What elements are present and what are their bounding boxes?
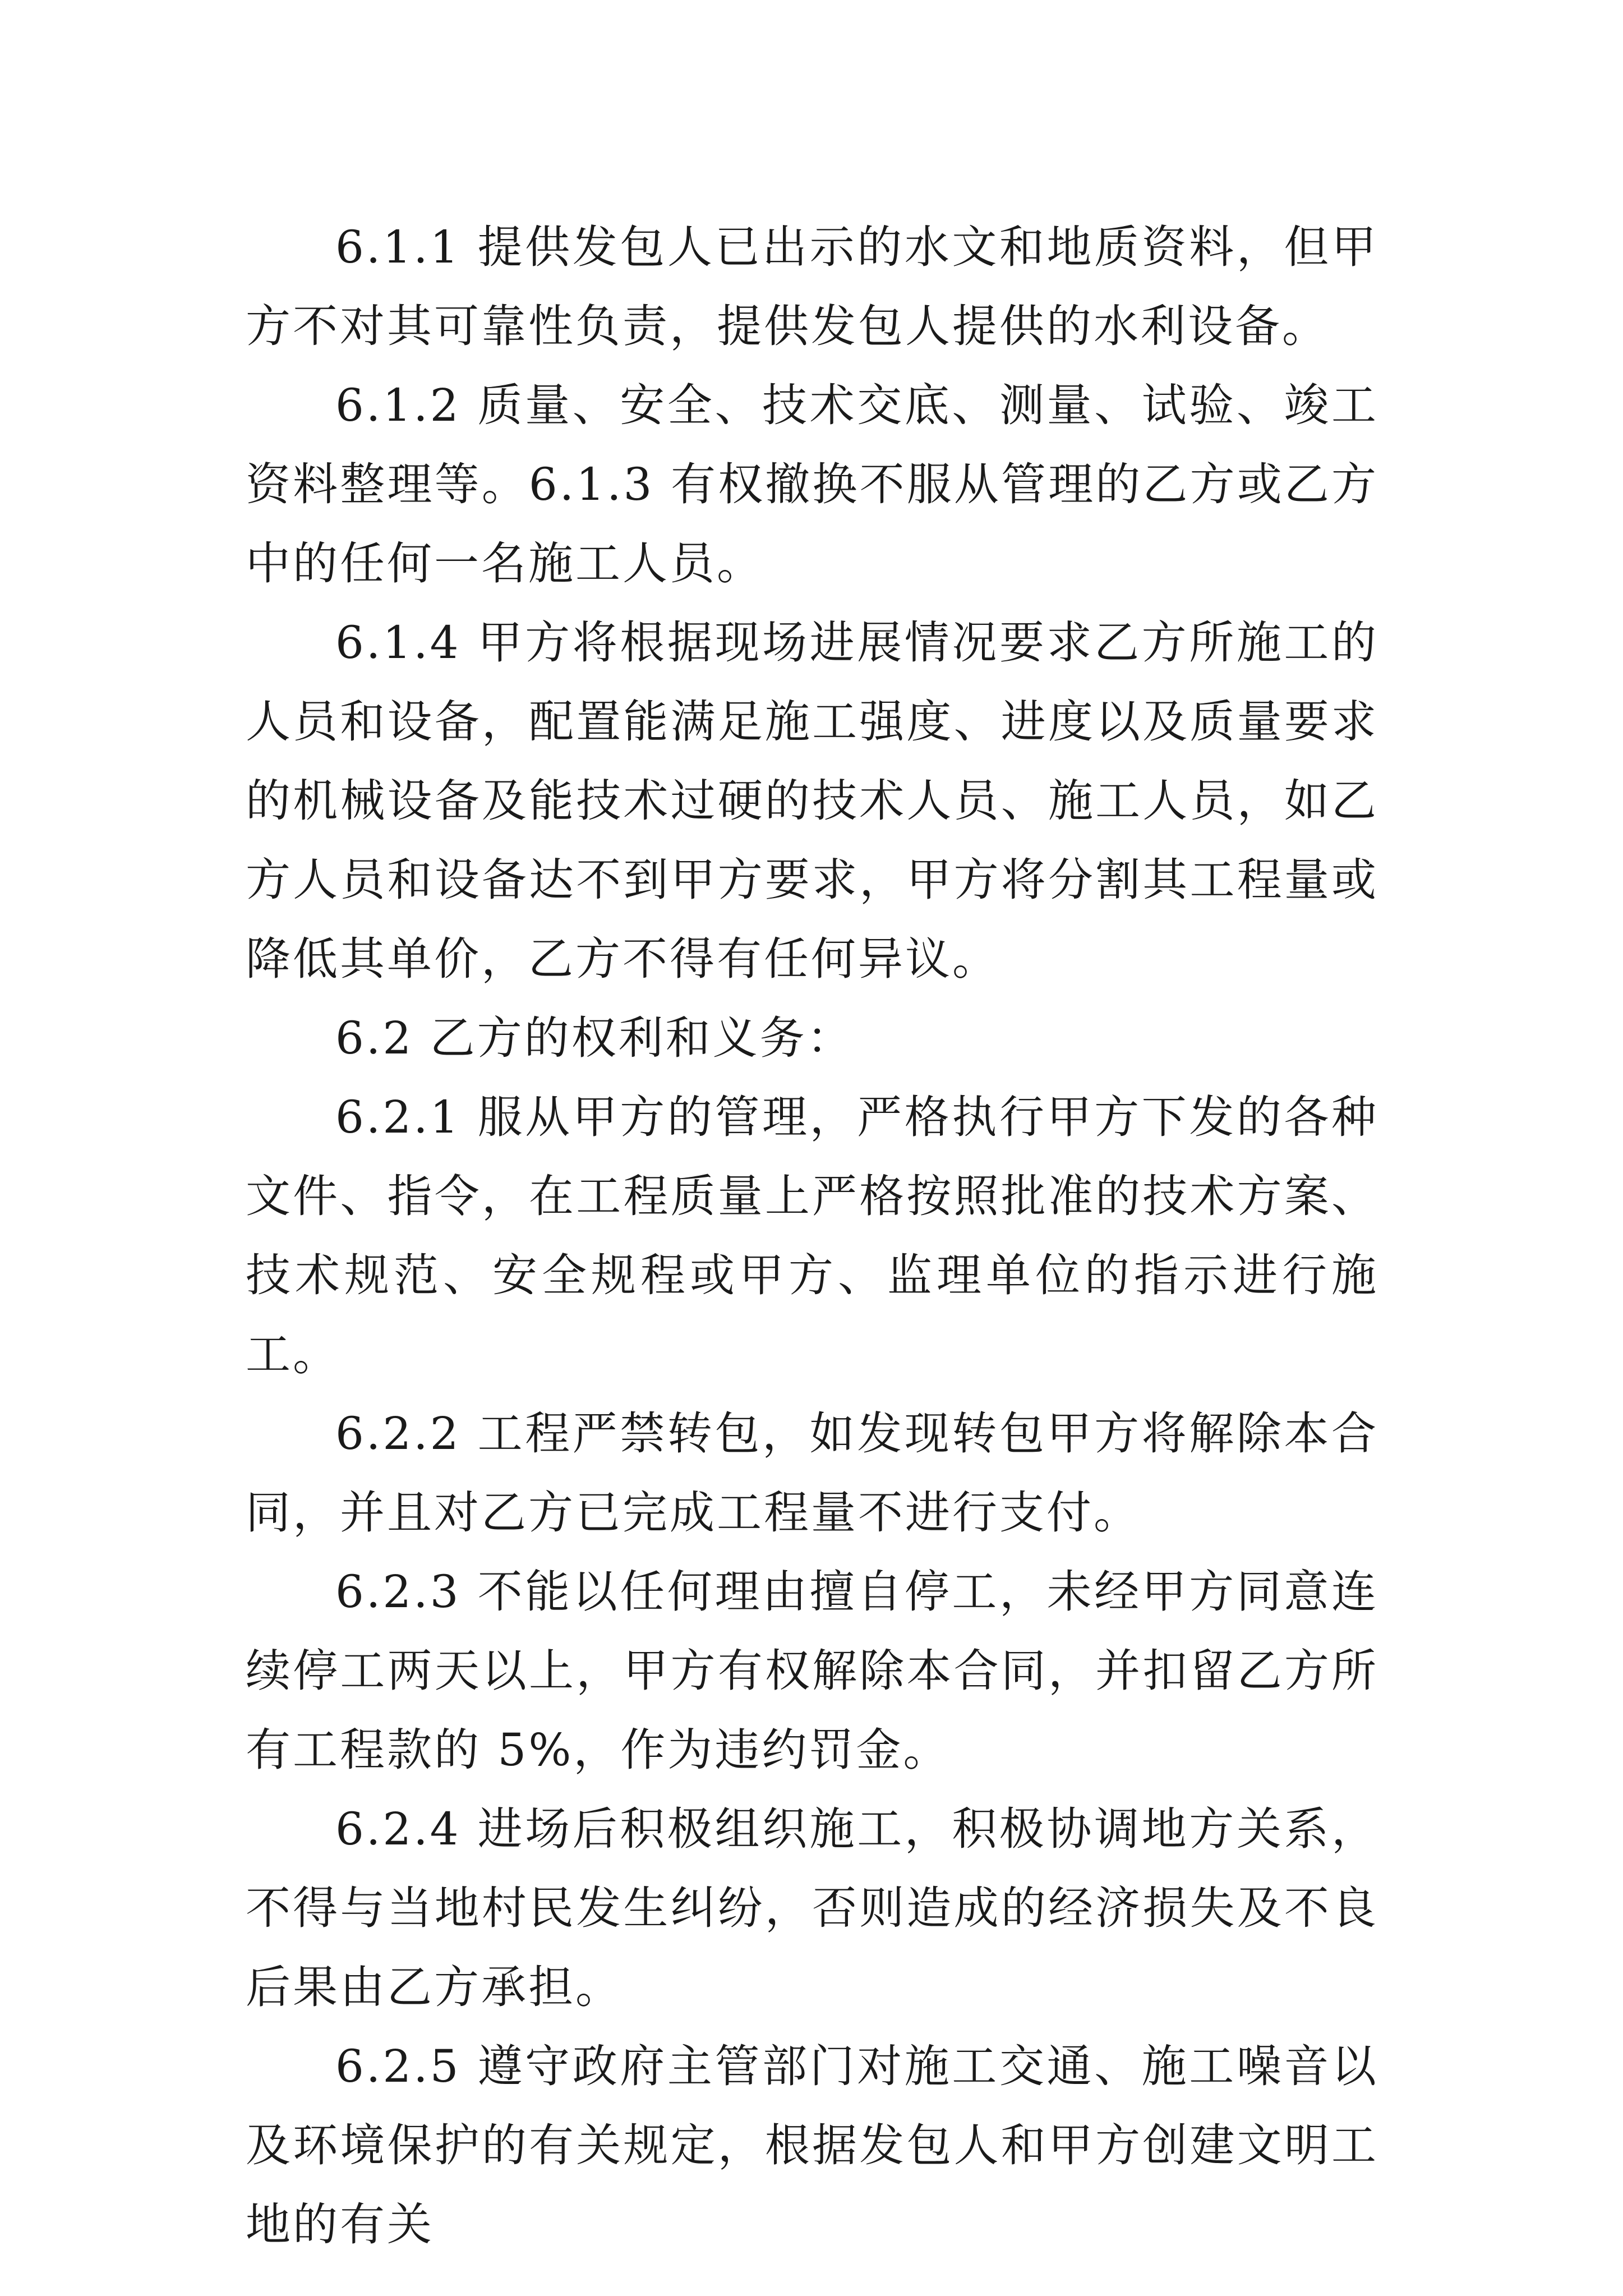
paragraph-6-1-1: 6.1.1 提供发包人已出示的水文和地质资料，但甲方不对其可靠性负责，提供发包人提供的水利设备。	[246, 221, 1378, 352]
document-body	[246, 208, 1378, 2264]
paragraph-6-2-1: 6.2.1 服从甲方的管理，严格执行甲方下发的各种文件、指令，在工程质量上严格按照批准的技术方案、技术规范、安全规程或甲方、监理单位的指示进行施工。	[246, 1091, 1378, 1381]
paragraph-6-2-heading: 6.2 乙方的权利和义务：	[335, 1012, 854, 1064]
paragraph-6-1-2: 6.1.2 质量、安全、技术交底、测量、试验、竣工资料整理等。6.1.3 有权撤换不服从管理的乙方或乙方中的任何一名施工人员。	[246, 379, 1378, 590]
paragraph-6-2-3: 6.2.3 不能以任何理由擅自停工，未经甲方同意连续停工两天以上，甲方有权解除本合同，并扣留乙方所有工程款的 5%，作为违约罚金。	[246, 1566, 1378, 1776]
paragraph-6-2-5: 6.2.5 遵守政府主管部门对施工交通、施工噪音以及环境保护的有关规定，根据发包人和甲方创建文明工地的有关	[246, 2040, 1378, 2251]
paragraph-6-2-2: 6.2.2 工程严禁转包，如发现转包甲方将解除本合同，并且对乙方已完成工程量不进行支付。	[246, 1407, 1378, 1539]
paragraph-6-2-4: 6.2.4 进场后积极组织施工，积极协调地方关系，不得与当地村民发生纠纷，否则造成的经济损失及不良后果由乙方承担。	[246, 1803, 1378, 2013]
paragraph-6-1-4: 6.1.4 甲方将根据现场进展情况要求乙方所施工的人员和设备，配置能满足施工强度、进度以及质量要求的机械设备及能技术过硬的技术人员、施工人员，如乙方人员和设备达不到甲方要求，甲方将分割其工程量或降低其单价，乙方不得有任何异议。	[246, 616, 1378, 985]
